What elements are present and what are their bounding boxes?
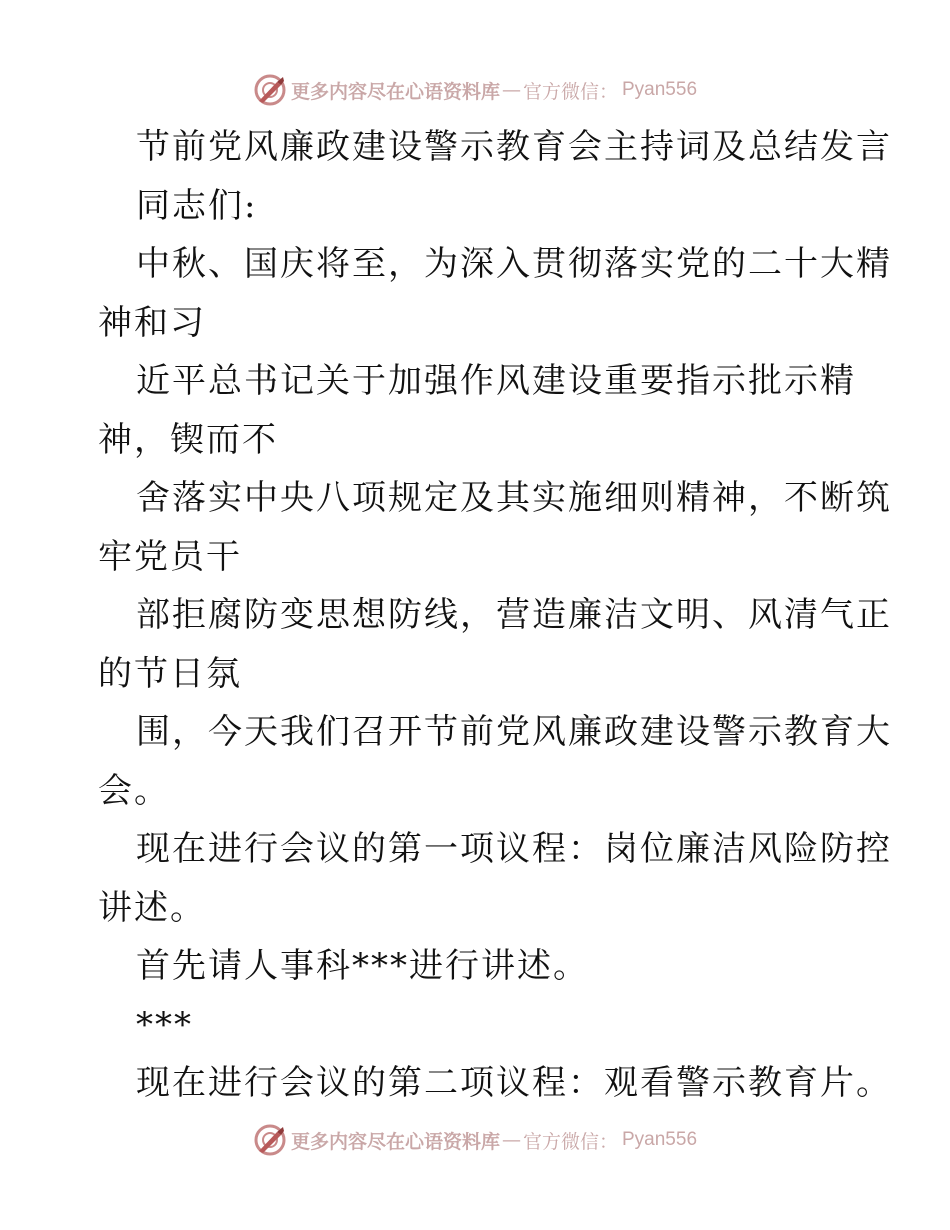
watermark-wechat-id: Pyan556 <box>622 79 698 100</box>
text-line: 舍落实中央八项规定及其实施细则精神，不断筑 <box>136 478 892 518</box>
brand-logo-icon <box>253 73 287 107</box>
text-line: 的节日氛 <box>98 653 242 694</box>
text-line: 同志们: <box>136 185 258 226</box>
text-line: 现在进行会议的第一项议程：岗位廉洁风险防控 <box>136 829 892 869</box>
text-line: 部拒腐防变思想防线，营造廉洁文明、风清气正 <box>136 595 892 635</box>
document-title: 节前党风廉政建设警示教育会主持词及总结发言 <box>136 127 892 167</box>
watermark-dash: — <box>501 1129 521 1151</box>
text-line: 牢党员干 <box>98 536 242 577</box>
watermark-dash: — <box>501 79 521 101</box>
text-line: 神和习 <box>98 302 206 343</box>
text-line: 神，锲而不 <box>98 419 278 460</box>
text-line: *** <box>136 1004 193 1045</box>
text-line: 中秋、国庆将至，为深入贯彻落实党的二十大精 <box>136 244 892 284</box>
brand-logo-icon <box>253 1123 287 1157</box>
watermark-wechat-id: Pyan556 <box>622 1129 698 1150</box>
text-line: 讲述。 <box>98 887 206 928</box>
watermark-brand-text: 更多内容尽在心语资料库 <box>290 1130 500 1153</box>
watermark-official-label: 官方微信： <box>522 80 618 103</box>
document-body <box>98 118 892 1113</box>
watermark-brand-text: 更多内容尽在心语资料库 <box>290 80 500 103</box>
text-line: 近平总书记关于加强作风建设重要指示批示精 <box>136 361 856 401</box>
text-line: 会。 <box>98 770 170 811</box>
watermark-header <box>0 70 950 110</box>
text-line: 现在进行会议的第二项议程：观看警示教育片。 <box>136 1063 892 1103</box>
text-line: 首先请人事科***进行讲述。 <box>136 946 589 986</box>
watermark-official-label: 官方微信： <box>522 1130 618 1153</box>
watermark-footer <box>0 1120 950 1160</box>
text-line: 围，今天我们召开节前党风廉政建设警示教育大 <box>136 712 892 752</box>
